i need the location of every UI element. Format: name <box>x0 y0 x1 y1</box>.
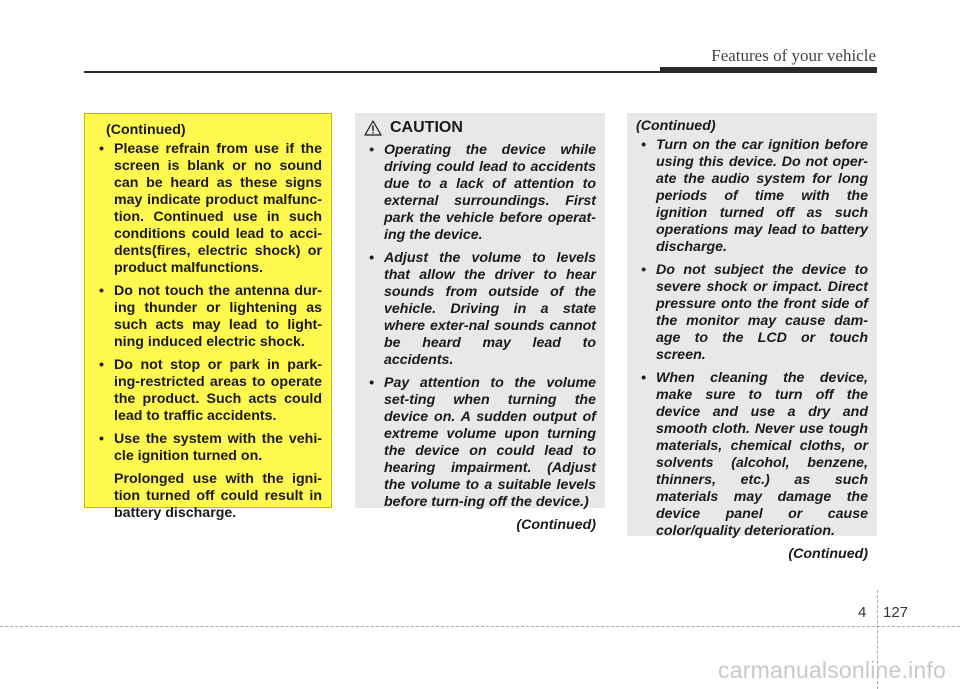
list-item: • Operating the device while driving could lead to accidents due to a lack of attention to external surroundings. First park the vehicle before operat-ing the device. <box>364 142 596 244</box>
page-number: 127 <box>883 604 909 621</box>
continued-label: (Continued) <box>636 118 716 134</box>
list-item: • Do not touch the antenna dur-ing thunder or lightening as such acts may lead to light-ning induced electric shock. <box>94 283 322 351</box>
header-rule <box>84 71 660 73</box>
header-bar <box>660 67 877 73</box>
list-item: • Do not subject the device to severe shock or impact. Direct pressure onto the front side of the monitor may cause dam-age to the LCD or touch screen. <box>636 262 868 364</box>
warning-list <box>94 141 322 465</box>
list-item: • Please refrain from use if the screen is blank or no sound can be heard as these signs may indicate product malfunc-tion. Continued use in such conditions could lead to acci-dents(fires, electric shock) or product malfunctions. <box>94 141 322 277</box>
warning-note: Prolonged use with the igni-tion turned off could result in battery discharge. <box>114 471 322 521</box>
caution-heading <box>364 119 596 136</box>
caution-panel <box>355 113 605 533</box>
continued-panel <box>627 113 877 562</box>
warning-panel <box>84 113 332 521</box>
caution-title: CAUTION <box>390 119 463 136</box>
list-item: • Turn on the car ignition before using this device. Do not oper-ate the audio system for long periods of time with the ignition turned off as such operations may lead to battery discharge. <box>636 137 868 256</box>
continued-footer: (Continued) <box>788 546 868 562</box>
continued-label: (Continued) <box>106 122 186 138</box>
continued-list <box>636 137 868 540</box>
continued-footer: (Continued) <box>516 517 596 533</box>
footer-rule <box>0 626 960 627</box>
list-item: • Do not stop or park in park-ing-restricted areas to operate the product. Such acts could lead to traffic accidents. <box>94 357 322 425</box>
list-item: • When cleaning the device, make sure to turn off the device and use a dry and smooth cloth. Never use tough materials, chemical cloths, or solvents (alcohol, benzene, thinners, etc.) as such materials may damage the device panel or cause color/quality deterioration. <box>636 370 868 540</box>
chapter-number: 4 <box>858 604 867 621</box>
caution-list <box>364 142 596 511</box>
watermark: carmanualsonline.info <box>718 657 946 683</box>
list-item: • Use the system with the vehi-cle ignition turned on. <box>94 431 322 465</box>
list-item: • Adjust the volume to levels that allow the driver to hear sounds from outside of the vehicle. Driving in a state where exter-nal sounds cannot be heard may lead to accidents. <box>364 250 596 369</box>
section-title: Features of your vehicle <box>711 46 876 65</box>
warning-triangle-icon <box>364 120 382 136</box>
list-item: • Pay attention to the volume set-ting when turning the device on. A sudden output of extreme volume upon turning the device on could lead to hearing impairment. (Adjust the volume to a suitable levels before turn-ing off the device.) <box>364 375 596 511</box>
